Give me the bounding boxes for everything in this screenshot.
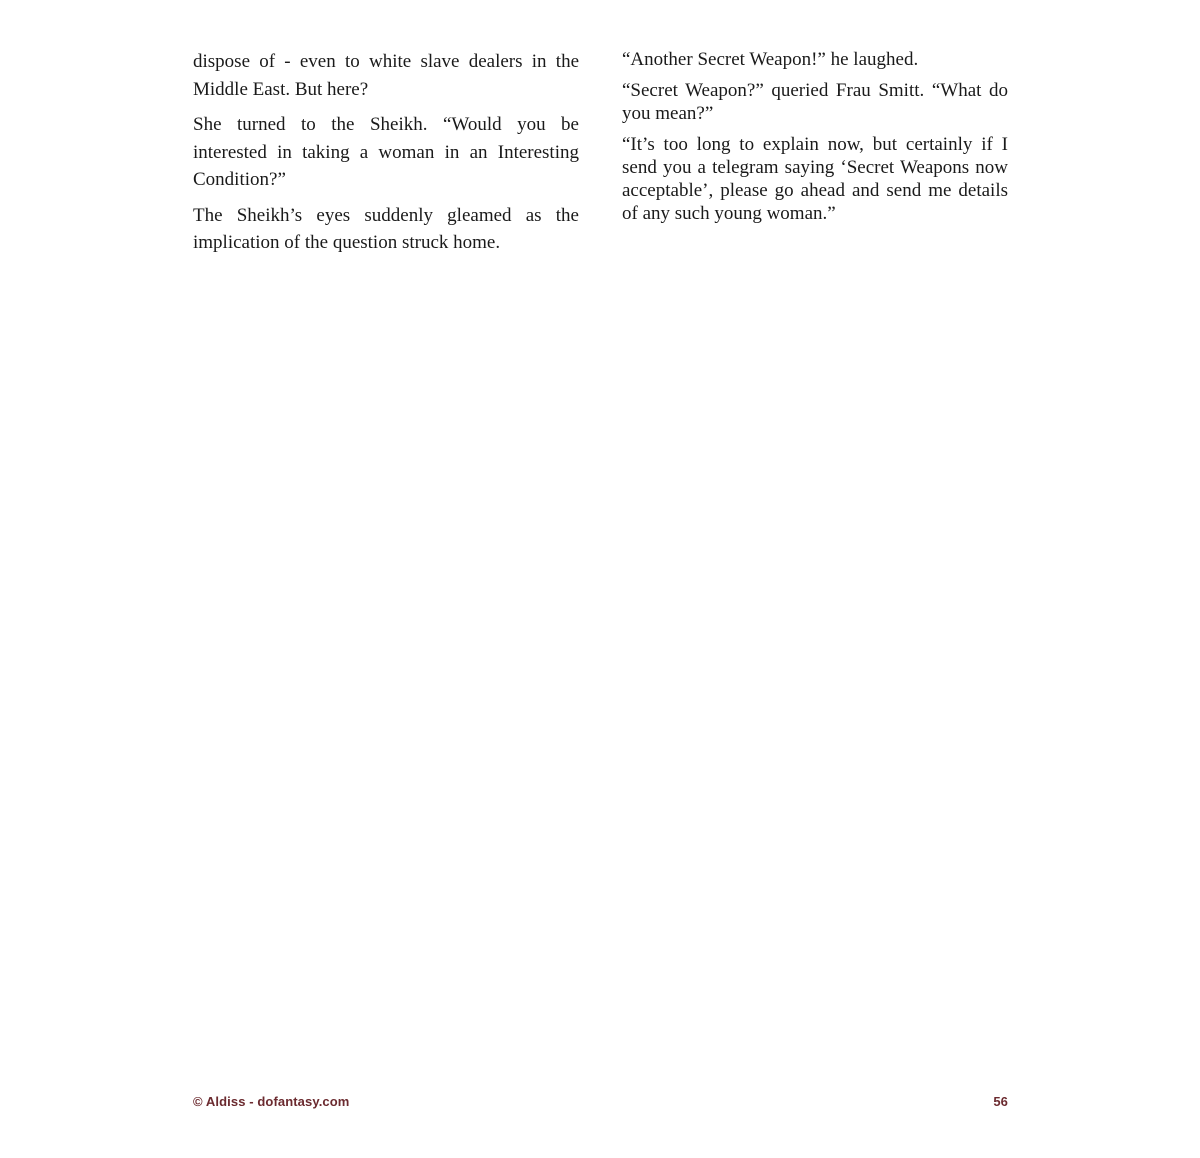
paragraph: The Sheikh’s eyes suddenly gleamed as the implication of the question struck home. [193,204,579,253]
text-column-right [622,48,1008,225]
paragraph: “Secret Weapon?” queried Frau Smitt. “What do you mean?” [622,80,1008,124]
paragraph: She turned to the Sheikh. “Would you be interested in taking a woman in an Interesting Condition?” [193,114,579,190]
page-number: 56 [993,1094,1008,1109]
paragraph: “Another Secret Weapon!” he laughed. [622,49,919,70]
paragraph: “It’s too long to explain now, but certainly if I send you a telegram saying ‘Secret Weapons now acceptable’, please go ahead and send me details of any such young woman.” [622,134,1008,224]
footer-copyright: © Aldiss - dofantasy.com [193,1094,350,1109]
text-column-left [193,48,579,257]
paragraph: dispose of - even to white slave dealers in the Middle East. But here? [193,51,579,100]
